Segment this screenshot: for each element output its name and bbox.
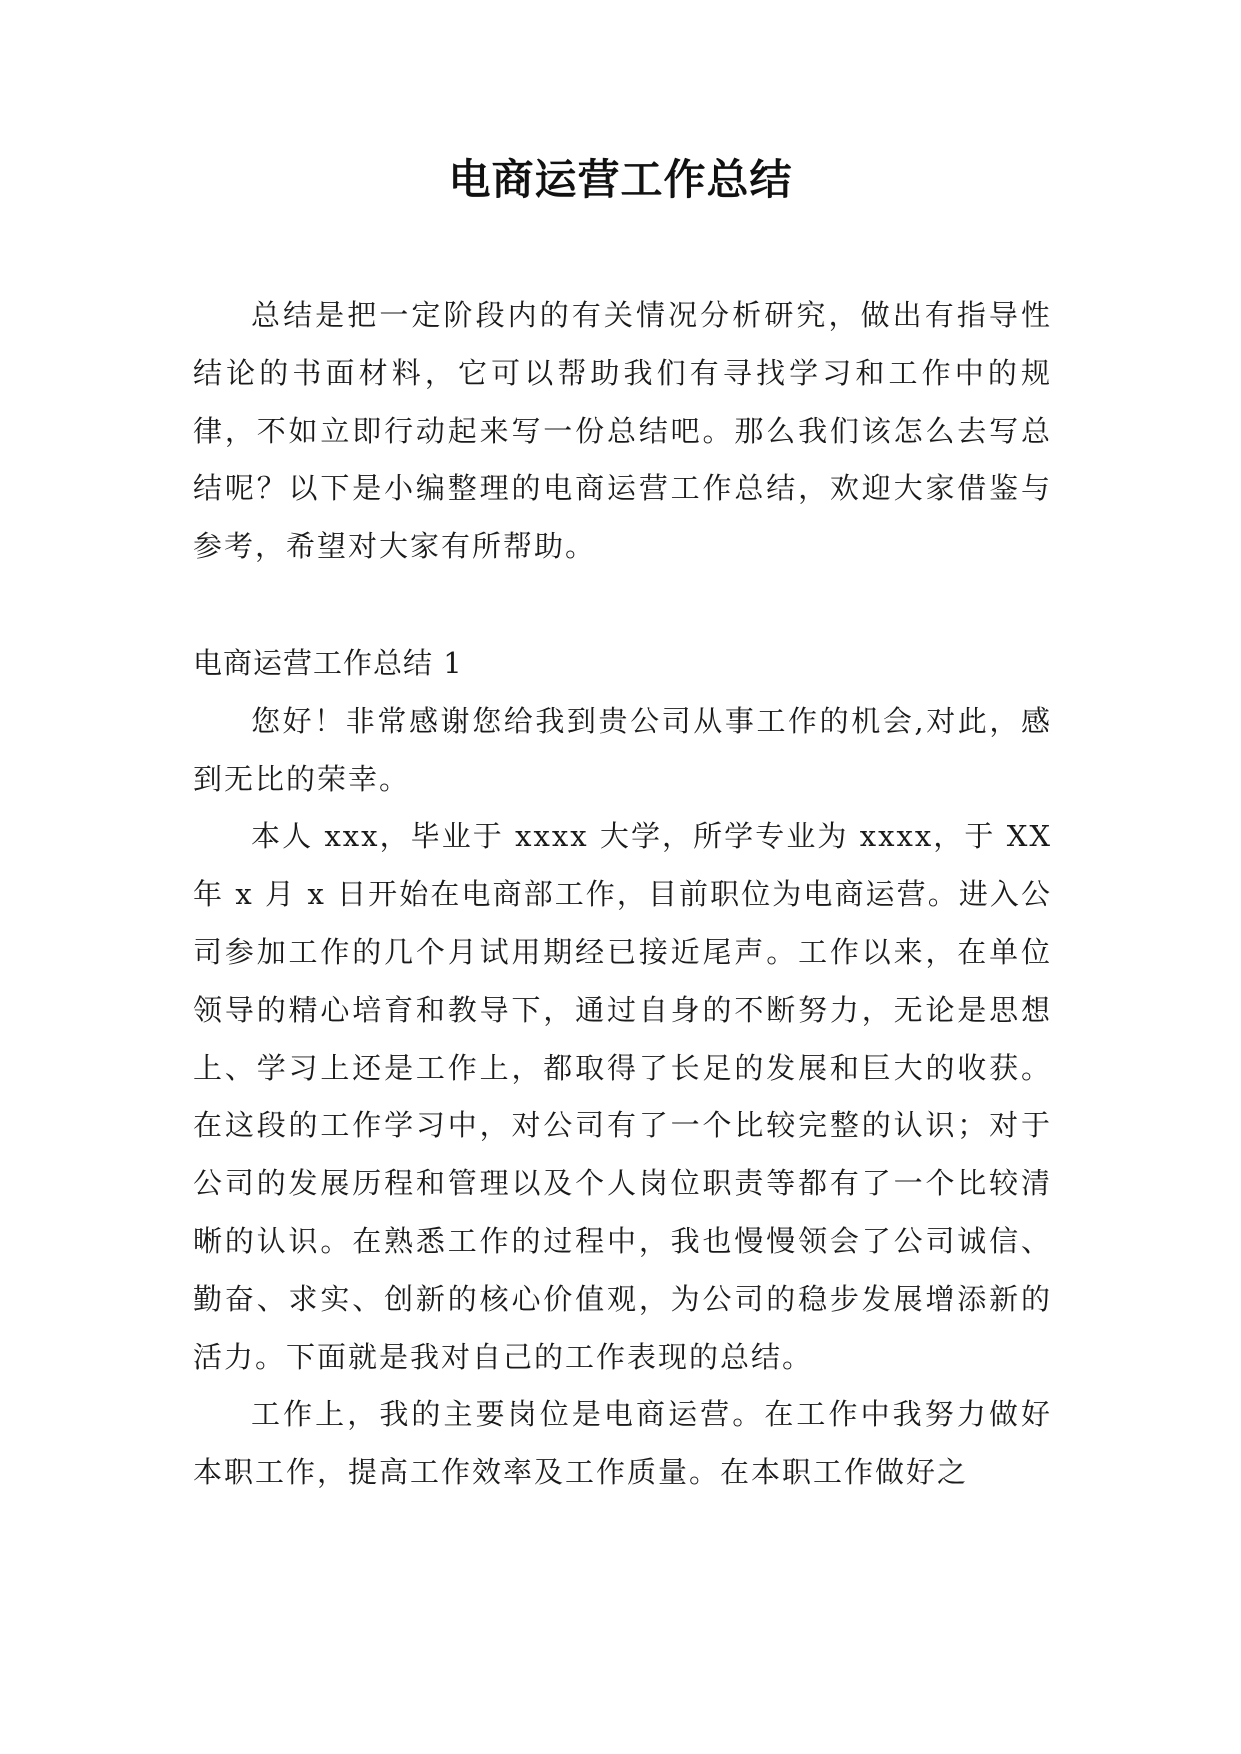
document-title: 电商运营工作总结 [448, 155, 793, 204]
body-paragraph: 本人 xxx，毕业于 xxxx 大学，所学专业为 xxxx，于 XX 年 x 月 x 日开始在电商部工作，目前职位为电商运营。进入公司参加工作的几个月试用期经已接近尾声。工作以来，在单位领导的精心培育和教导下，通过自身的不断努力，无论是思想上、学习上还是工作上，都取得了长足的发展和巨大的收获。在这段的工作学习中，对公司有了一个比较完整的认识；对于公司的发展历程和管理以及个人岗位职责等都有了一个比较清晰的认识。在熟悉工作的过程中，我也慢慢领会了公司诚信、勤奋、求实、创新的核心价值观，为公司的稳步发展增添新的活力。下面就是我对自己的工作表现的总结。 [193, 819, 1052, 1374]
intro-paragraph: 总结是把一定阶段内的有关情况分析研究，做出有指导性结论的书面材料，它可以帮助我们有寻找学习和工作中的规律，不如立即行动起来写一份总结吧。那么我们该怎么去写总结呢？以下是小编整理的电商运营工作总结，欢迎大家借鉴与参考，希望对大家有所帮助。 [193, 298, 1052, 564]
document-body [193, 287, 1052, 1502]
body-paragraph: 您好！非常感谢您给我到贵公司从事工作的机会,对此，感到无比的荣幸。 [193, 703, 1052, 796]
body-paragraph: 工作上，我的主要岗位是电商运营。在工作中我努力做好本职工作，提高工作效率及工作质量。在本职工作做好之 [193, 1397, 1052, 1490]
section-heading: 电商运营工作总结 1 [193, 645, 463, 680]
